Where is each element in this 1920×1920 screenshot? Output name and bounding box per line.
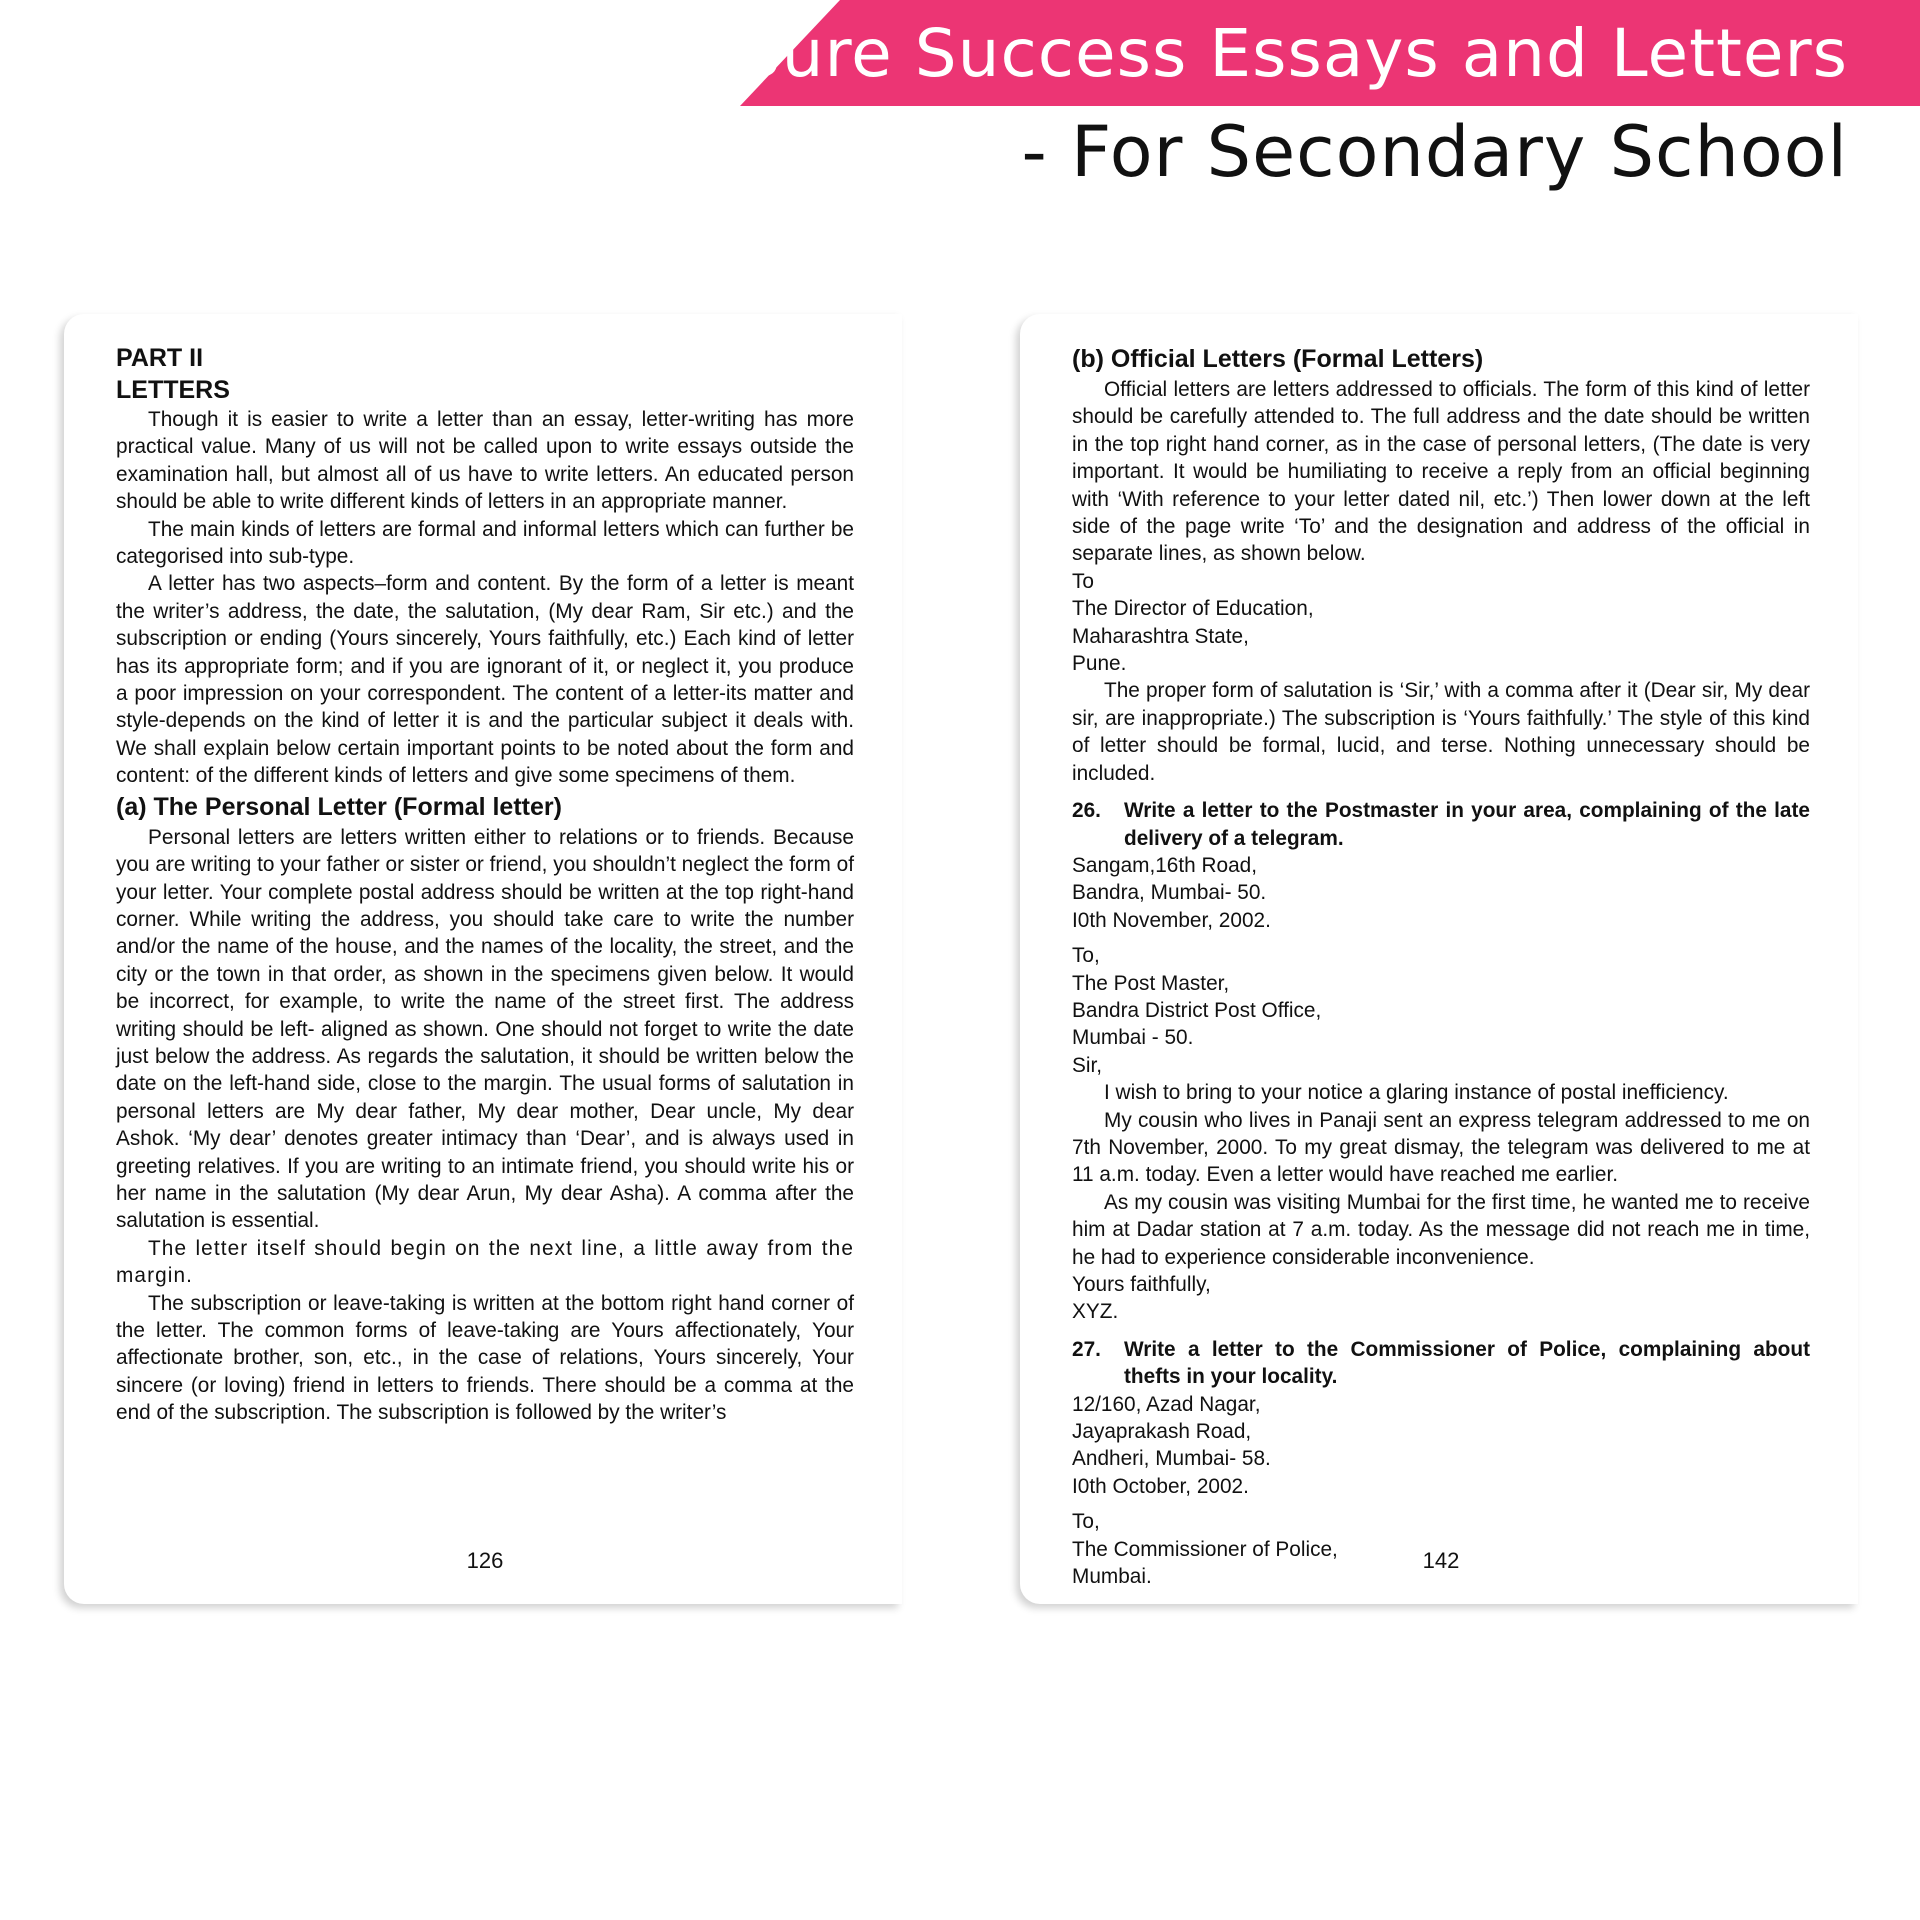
page-number: 126 xyxy=(466,1548,504,1573)
aspects-paragraph: A letter has two aspects–form and content. By the form of a letter is meant the writer’s address, the date, the salutation, (My dear Ram, Sir etc.) and the subscription or ending (Yours sincerely, Yours faithfully, etc.) Each kind of letter has its appropriate form; and if you are ignorant of it, or neglect it, you produce a poor impression on your correspondent. The content of a letter-its matter and style-depends on the kind of letter it is and the particular subject it deals with. We shall explain below certain important points to be noted about the form and content: of the different kinds of letters and give some specimens of them. xyxy=(116,572,854,788)
sender-line: 12/160, Azad Nagar, xyxy=(1072,1392,1261,1416)
letter-body-paragraph: My cousin who lives in Panaji sent an express telegram addressed to me on 7th November, 2000. To my great dismay, the telegram was delivered to me at 11 a.m. today. Even a letter would have reached me earlier. xyxy=(1072,1108,1810,1187)
salutation-note-paragraph: The proper form of salutation is ‘Sir,’ with a comma after it (Dear sir, My dear sir, are inappropriate.) The subscription is ‘Yours faithfully.’ The style of this kind of letter should be formal, lucid, and terse. Nothing unnecessary should be included. xyxy=(1072,679,1810,785)
letter-body-paragraph: I wish to bring to your notice a glaring instance of postal inefficiency. xyxy=(1104,1081,1729,1105)
kinds-paragraph: The main kinds of letters are formal and informal letters which can further be categorised into sub-type. xyxy=(116,517,854,569)
question-26 xyxy=(1072,797,1810,852)
signature: XYZ. xyxy=(1072,1300,1119,1324)
letter-begin-paragraph: The letter itself should begin on the next line, a little away from the margin. xyxy=(116,1236,854,1288)
official-letters-heading: (b) Official Letters (Formal Letters) xyxy=(1072,345,1484,373)
sender-address xyxy=(1072,852,1810,934)
intro-paragraph: Though it is easier to write a letter than an essay, letter-writing has more practical value. Many of us will not be called upon to write essays outside the examination hall, but almost all of us have to write letters. An educated person should be able to write different kinds of letters in an appropriate manner. xyxy=(116,408,854,514)
sender-date: I0th October, 2002. xyxy=(1072,1474,1249,1498)
question-title: Write a letter to the Postmaster in your area, complaining of the late delivery of a telegram. xyxy=(1124,799,1810,850)
letter-closing xyxy=(1072,1271,1810,1326)
book-title: Sure Success Essays and Letters xyxy=(738,15,1848,92)
sender-line: Sangam,16th Road, xyxy=(1072,853,1257,877)
recipient-address xyxy=(1072,942,1810,1079)
official-intro-paragraph: Official letters are letters addressed to officials. The form of this kind of letter should be carefully attended to. The full address and the date should be written in the top right hand corner, as in the case of personal letters, (The date is very important. It would be humiliating to receive a reply from an official beginning with ‘With reference to your letter dated nil, etc.’) Then lower down at the left side of the page write ‘To’ and the designation and address of the official in separate lines, as shown below. xyxy=(1072,378,1810,566)
sender-line: Bandra, Mumbai- 50. xyxy=(1072,881,1267,905)
recipient-line: The Commissioner of Police, xyxy=(1072,1537,1338,1561)
letter-body-paragraph: As my cousin was visiting Mumbai for the first time, he wanted me to receive him at Dadar station at 7 a.m. today. As the message did not reach me in time, he had to experience considerable inconvenience. xyxy=(1072,1190,1810,1269)
recipient-line: To, xyxy=(1072,1510,1100,1534)
question-number: 27. xyxy=(1072,1337,1101,1361)
closing-line: Yours faithfully, xyxy=(1072,1273,1211,1296)
sender-line: Jayaprakash Road, xyxy=(1072,1420,1252,1444)
address-line: To xyxy=(1072,569,1094,593)
right-page-content xyxy=(1072,342,1810,1590)
sender-line: Andheri, Mumbai- 58. xyxy=(1072,1447,1271,1471)
right-page xyxy=(1020,314,1858,1604)
sender-date: I0th November, 2002. xyxy=(1072,908,1271,932)
page-number: 142 xyxy=(1422,1548,1460,1573)
salutation: Sir, xyxy=(1072,1053,1103,1077)
subscription-paragraph: The subscription or leave-taking is written at the bottom right hand corner of the letter. The common forms of leave-taking are Yours affectionately, Your affectionate brother, son, etc., in the case of relations, Yours sincerely, Your sincere (or loving) friend in letters to friends. There should be a comma at the end of the subscription. The subscription is followed by the writer’s xyxy=(116,1291,854,1425)
book-subtitle: - For Secondary School xyxy=(1021,111,1848,193)
personal-letter-heading: (a) The Personal Letter (Formal letter) xyxy=(116,792,562,821)
personal-letter-paragraph: Personal letters are letters written either to relations or to friends. Because you are writing to your father or sister or friend, you shouldn’t neglect the form of your letter. Your complete postal address should be written at the top right-hand corner. While writing the address, you should take care to write the number and/or the name of the house, and the names of the locality, the street, and the city or the town in that order, as shown in the specimens given below. It would be incorrect, for example, to write the name of the street first. The address writing should be left- aligned as shown. One should not forget to write the date just below the address. As regards the salutation, it should be written below the date on the left-hand side, close to the margin. The usual forms of salutation in personal letters are My dear father, My dear mother, Dear uncle, My dear Ashok. ‘My dear’ denotes greater intimacy than ‘Dear’, and is always used in greeting relatives. If you are writing to an intimate friend, you should write his or her name in the salutation (My dear Arun, My dear Asha). A comma after the salutation is essential. xyxy=(116,825,854,1233)
question-27 xyxy=(1072,1336,1810,1391)
left-page xyxy=(64,314,902,1604)
part-heading: PART II xyxy=(116,344,204,372)
address-line: Maharashtra State, xyxy=(1072,624,1249,648)
question-number: 26. xyxy=(1072,799,1101,823)
recipient-line: Mumbai - 50. xyxy=(1072,1026,1194,1050)
letters-heading: LETTERS xyxy=(116,376,230,404)
left-page-content xyxy=(116,342,854,1427)
recipient-line: Bandra District Post Office, xyxy=(1072,998,1322,1022)
address-line: The Director of Education, xyxy=(1072,597,1314,621)
address-line: Pune. xyxy=(1072,652,1127,676)
question-title: Write a letter to the Commissioner of Police, complaining about thefts in your locality. xyxy=(1124,1337,1810,1389)
sample-address xyxy=(1072,568,1810,678)
recipient-line: Mumbai. xyxy=(1072,1565,1152,1589)
recipient-line: The Post Master, xyxy=(1072,971,1230,995)
recipient-line: To, xyxy=(1072,944,1100,968)
sender-address xyxy=(1072,1391,1810,1501)
